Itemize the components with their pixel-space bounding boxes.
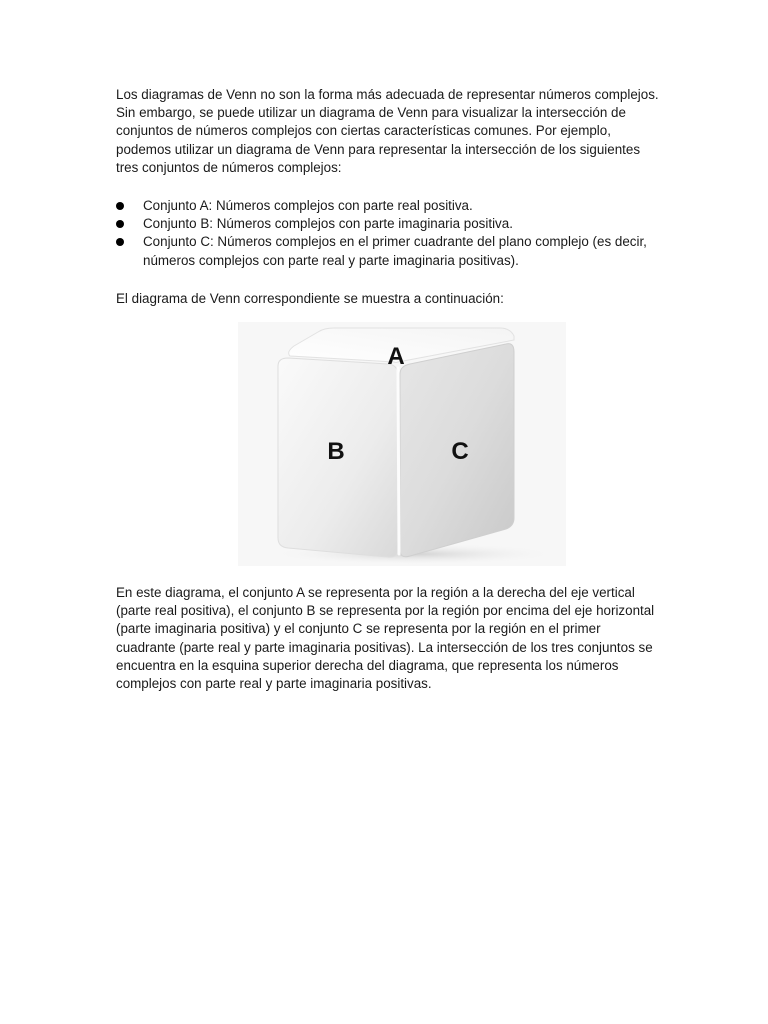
- region-label-b: B: [327, 438, 345, 465]
- bullet-icon: [116, 238, 124, 246]
- set-list: [116, 197, 661, 270]
- list-item-set-a: [116, 197, 661, 215]
- document-body: [116, 86, 661, 308]
- set-a-description: Conjunto A: Números complejos con parte real positiva.: [143, 198, 473, 214]
- cube-diagram: [238, 322, 566, 566]
- list-item-set-c: [116, 233, 661, 269]
- list-item-set-b: [116, 215, 661, 233]
- intro-paragraph: Los diagramas de Venn no son la forma más adecuada de representar números complejos. Sin embargo, se puede utilizar un diagrama de Venn para visualizar la intersección de conjuntos de números complejos con ciertas características comunes. Por ejemplo, podemos utilizar un diagrama de Venn para representar la intersección de los siguientes tres conjuntos de números complejos:: [116, 87, 659, 175]
- region-label-a: A: [387, 343, 405, 370]
- cube-front-edge: [398, 368, 399, 554]
- set-b-description: Conjunto B: Números complejos con parte imaginaria positiva.: [143, 216, 513, 232]
- bullet-icon: [116, 220, 124, 228]
- bullet-icon: [116, 202, 124, 210]
- explanation-section: [116, 584, 661, 693]
- set-c-description: Conjunto C: Números complejos en el primer cuadrante del plano complejo (es decir, números complejos con parte real y parte imaginaria positivas).: [143, 234, 647, 268]
- explanation-paragraph: En este diagrama, el conjunto A se representa por la región a la derecha del eje vertical (parte real positiva), el conjunto B se representa por la región por encima del eje horizontal (parte imaginaria positiva) y el conjunto C se representa por la región en el primer cuadrante (parte real y parte imaginaria positivas). La intersección de los tres conjuntos se encuentra en la esquina superior derecha del diagrama, que representa los números complejos con parte real y parte imaginaria positivas.: [116, 585, 655, 692]
- lead-in-paragraph: El diagrama de Venn correspondiente se muestra a continuación:: [116, 290, 504, 306]
- region-label-c: C: [451, 438, 469, 465]
